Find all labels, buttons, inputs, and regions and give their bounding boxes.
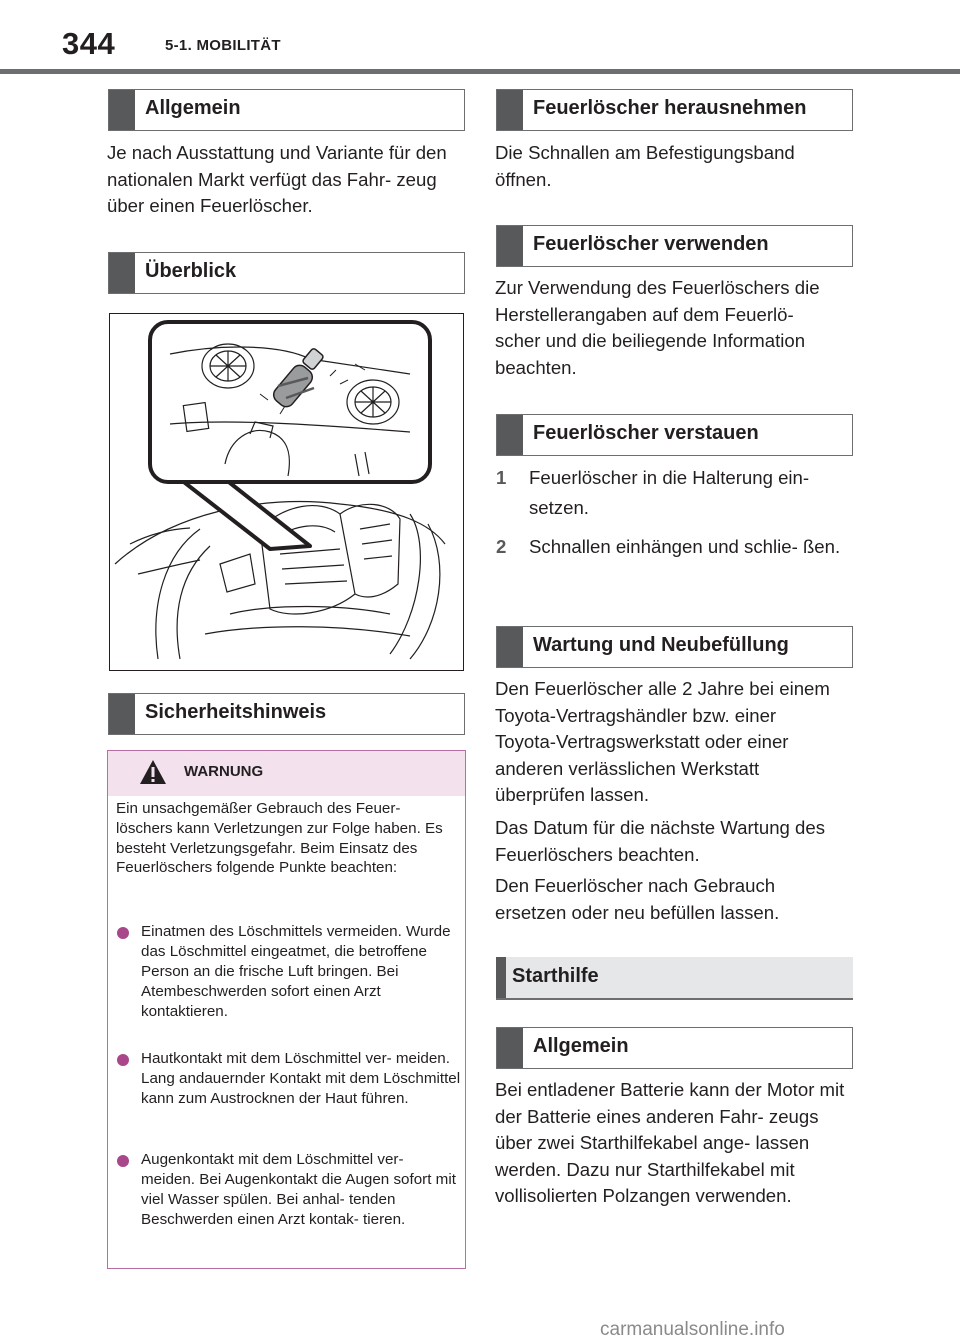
maintenance-text: Das Datum für die nächste Wartung des Feuerlöschers beachten. [495, 817, 826, 865]
warning-triangle-icon [138, 758, 168, 786]
section-heading-overview: Überblick [108, 252, 465, 294]
section-heading-jump-start: Starthilfe [496, 957, 853, 1000]
page-number: 344 [62, 26, 116, 61]
warning-title: WARNUNG [184, 763, 264, 780]
warning-box: WARNUNG Ein unsachgemäßer Gebrauch des Feuer- löschers kann Verletzungen zur Folge haben. Es besteht Verletzungsgefahr. Beim Einsatz des Feuerlöschers folgende Punkte beachten: Einatmen des Löschmittels vermeiden. Wurde das Löschmittel eingeatmet, die betroffene Person an die frische Luft bringen. Bei Atembeschwerden sofort einen Arzt kontaktieren. Hautkontakt mit dem Löschmittel ver- meiden. Lang andauernder Kontakt mit dem Löschmittel kann zum Austrocknen der Haut führen. Augenkontakt mit dem Löschmittel ver- meiden. Bei Augenkontakt die Augen sofort mit viel Wasser spülen. Bei anhal- tenden Beschwerden einen Arzt kontak- tieren. [107, 750, 466, 1269]
section-heading-use: Feuerlöscher verwenden [496, 225, 853, 267]
use-text: Zur Verwendung des Feuerlöschers die Herstellerangaben auf dem Feuerlö- scher und die beiliegende Information beachten. [495, 277, 820, 378]
bullet-icon [117, 1155, 129, 1167]
step-number: 2 [496, 536, 507, 557]
step-item [496, 463, 856, 523]
section-heading-general-2: Allgemein [496, 1027, 853, 1069]
remove-text: Die Schnallen am Befestigungsband öffnen. [495, 142, 795, 190]
warning-header [108, 751, 465, 796]
section-heading-safety: Sicherheitshinweis [108, 693, 465, 735]
car-interior-drawing [110, 314, 462, 669]
section-heading-remove: Feuerlöscher herausnehmen [496, 89, 853, 131]
header-rule [0, 69, 960, 74]
chapter-title: 5-1. MOBILITÄT [165, 37, 281, 54]
maintenance-text: Den Feuerlöscher nach Gebrauch ersetzen oder neu befüllen lassen. [495, 875, 780, 923]
watermark: carmanualsonline.info [600, 1319, 785, 1340]
step-item [496, 532, 856, 592]
bullet-icon [117, 1054, 129, 1066]
step-number: 1 [496, 467, 507, 488]
bullet-icon [117, 927, 129, 939]
section-heading-maintenance: Wartung und Neubefüllung [496, 626, 853, 668]
section-heading-general: Allgemein [108, 89, 465, 131]
section-heading-stow: Feuerlöscher verstauen [496, 414, 853, 456]
jump-start-text: Bei entladener Batterie kann der Motor mit der Batterie eines anderen Fahr- zeugs über zwei Starthilfekabel ange- lassen werden. Dazu nur Starthilfekabel mit vollisolierten Polzangen verwenden. [495, 1079, 845, 1206]
step-text: Schnallen einhängen und schlie- ßen. [529, 536, 841, 557]
maintenance-text: Den Feuerlöscher alle 2 Jahre bei einem Toyota-Vertragshändler bzw. einer Toyota-Vertragswerkstatt oder einer anderen verlässlichen Werkstatt überprüfen lassen. [495, 678, 830, 805]
page-header [0, 0, 960, 74]
general-text: Je nach Ausstattung und Variante für den nationalen Markt verfügt das Fahr- zeug über einen Feuerlöscher. [107, 142, 447, 216]
step-text: Feuerlöscher in die Halterung ein- setzen. [529, 467, 810, 518]
fire-extinguisher-location-illustration [109, 313, 464, 671]
warning-intro: Ein unsachgemäßer Gebrauch des Feuer- löschers kann Verletzungen zur Folge haben. Es besteht Verletzungsgefahr. Beim Einsatz des Feuerlöschers folgende Punkte beachten: [116, 800, 443, 877]
